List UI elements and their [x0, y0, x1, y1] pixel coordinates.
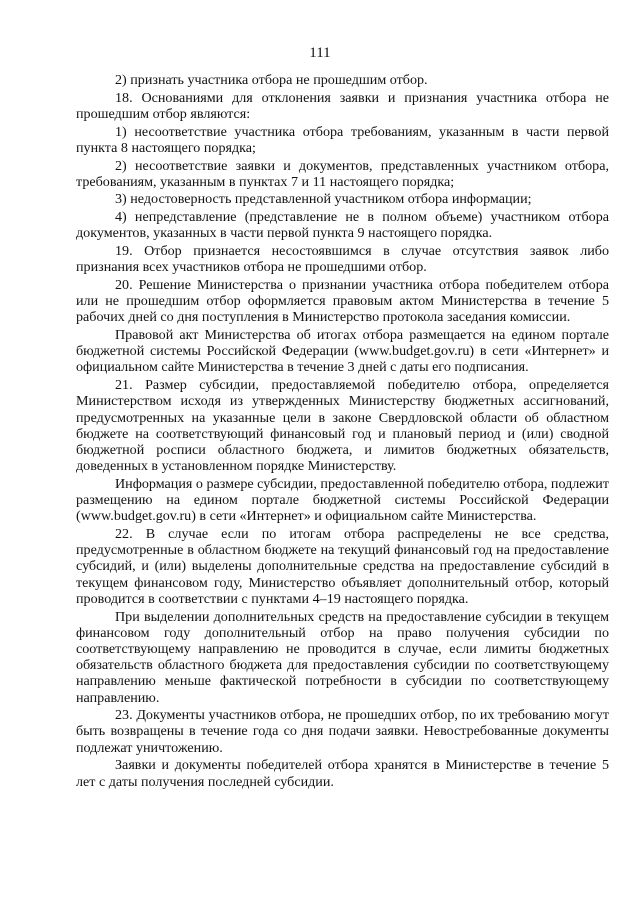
paragraph: 22. В случае если по итогам отбора распределены не все средства, предусмотренные в областном бюджете на текущий финансовый год на предоставление субсидий, и (или) выделены дополнительные средства на предоставление субсидий в текущем финансовом году, Министерство объявляет дополнительный отбор, который проводится в соответствии с пунктами 4–19 настоящего порядка. [76, 525, 609, 607]
paragraph: 23. Документы участников отбора, не прошедших отбор, по их требованию могут быть возвращены в течение года со дня подачи заявки. Невостребованные документы подлежат уничтожению. [76, 707, 609, 756]
paragraph: 2) признать участника отбора не прошедшим отбор. [115, 72, 428, 88]
paragraph: 3) недостоверность представленной участником отбора информации; [115, 191, 532, 208]
paragraph: 4) непредставление (представление не в полном объеме) участником отбора документов, указанных в части первой пункта 9 настоящего порядка. [76, 209, 609, 242]
paragraph: Правовой акт Министерства об итогах отбора размещается на едином портале бюджетной системы Российской Федерации (www.budget.gov.ru) в сети «Интернет» и официальном сайте Министерства в течение 3 дней с даты его подписания. [76, 327, 609, 376]
paragraph: Информация о размере субсидии, предоставленной победителю отбора, подлежит размещению на едином портале бюджетной системы Российской Федерации (www.budget.gov.ru) в сети «Интернет» и официальном сайте Министерства. [76, 475, 609, 525]
paragraph: 1) несоответствие участника отбора требованиям, указанным в части первой пункта 8 настоящего порядка; [76, 123, 609, 156]
page-number: 111 [309, 45, 331, 61]
document-body [76, 72, 609, 790]
paragraph: При выделении дополнительных средств на предоставление субсидии в текущем финансовом году дополнительный отбор на право получения субсидии по соответствующему направлению не проводится в случае, если лимиты бюджетных обязательств областного бюджета для предоставления субсидии по соответствующему направлению меньше фактической потребности в субсидии по соответствующему направлению. [76, 608, 609, 706]
paragraph: Заявки и документы победителей отбора хранятся в Министерстве в течение 5 лет с даты получения последней субсидии. [76, 757, 609, 790]
paragraph: 19. Отбор признается несостоявшимся в случае отсутствия заявок либо признания всех участников отбора не прошедшими отбор. [76, 243, 609, 276]
paragraph: 20. Решение Министерства о признании участника отбора победителем отбора или не прошедшим отбор оформляется правовым актом Министерства в течение 5 рабочих дней со дня поступления в Министерство протокола заседания комиссии. [76, 276, 609, 326]
paragraph: 21. Размер субсидии, предоставляемой победителю отбора, определяется Министерством исходя из утвержденных Министерству бюджетных ассигнований, предусмотренных на указанные цели в законе Свердловской области об областном бюджете на соответствующий финансовый год и плановый период и (или) сводной бюджетной росписи областного бюджета, и лимитов бюджетных обязательств, доведенных в установленном порядке Министерству. [76, 377, 609, 475]
paragraph: 18. Основаниями для отклонения заявки и признания участника отбора не прошедшим отбор являются: [76, 89, 609, 122]
paragraph: 2) несоответствие заявки и документов, представленных участником отбора, требованиям, указанным в пунктах 7 и 11 настоящего порядка; [76, 157, 609, 190]
